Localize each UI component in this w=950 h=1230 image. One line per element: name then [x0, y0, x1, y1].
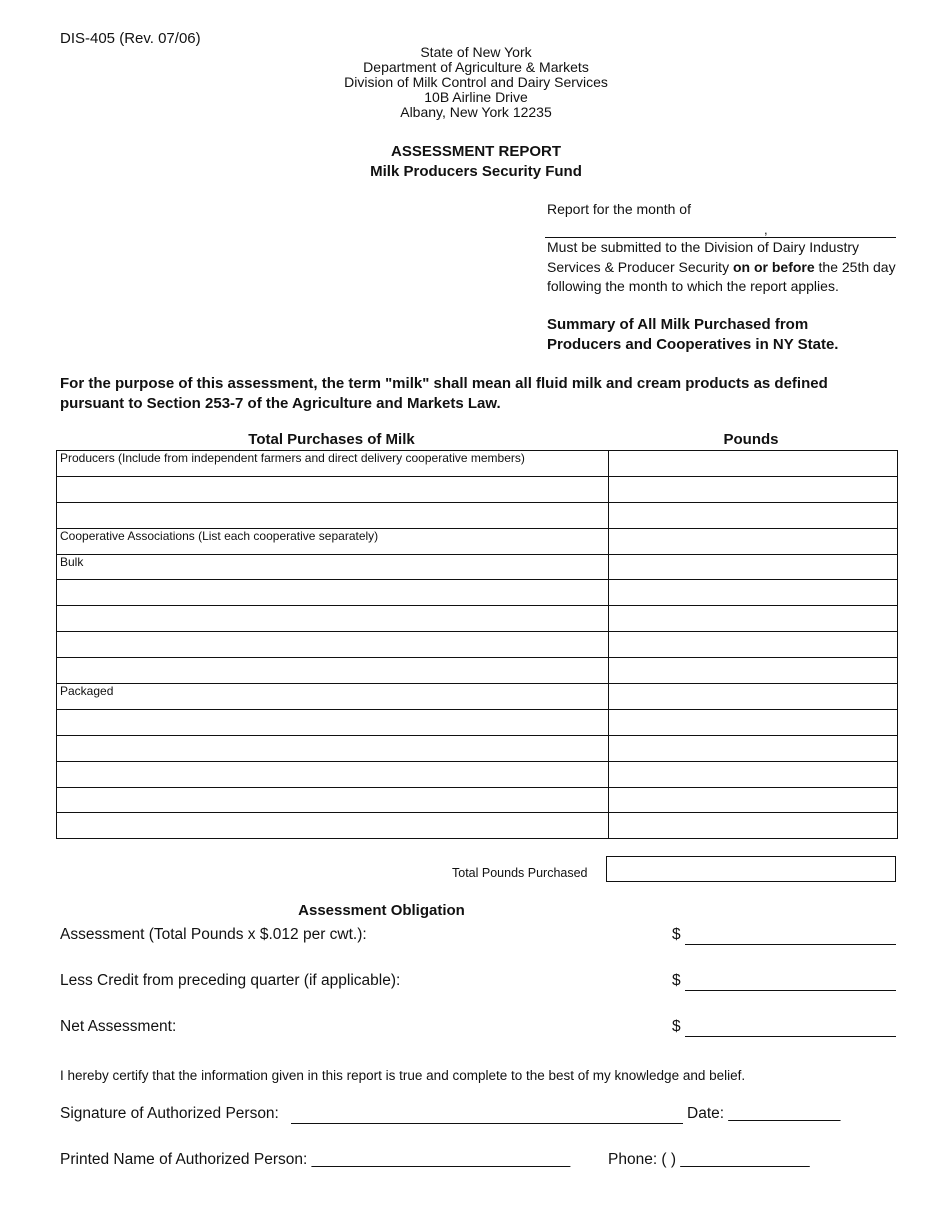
date-field[interactable]: Date: _____________ — [687, 1105, 841, 1122]
pounds-cell[interactable] — [609, 761, 898, 787]
pounds-cell[interactable] — [609, 528, 898, 554]
summary-heading — [547, 315, 838, 355]
report-title: ASSESSMENT REPORT — [390, 143, 562, 160]
purchase-description-cell[interactable] — [57, 580, 609, 606]
credit-amount-field[interactable] — [685, 990, 896, 991]
purchase-description-cell[interactable]: Packaged — [57, 684, 609, 710]
net-assessment-amount-field[interactable] — [685, 1036, 896, 1037]
purpose-line1: For the purpose of this assessment, the term "milk" shall mean all fluid milk and cream products as defined — [60, 375, 828, 392]
purchase-description-cell[interactable]: Bulk — [57, 554, 609, 580]
table-row — [57, 502, 898, 528]
pounds-cell[interactable] — [609, 606, 898, 632]
pounds-cell[interactable] — [609, 787, 898, 813]
pounds-cell[interactable] — [609, 658, 898, 684]
agency-street: 10B Airline Drive — [424, 89, 528, 105]
pounds-cell[interactable] — [609, 632, 898, 658]
credit-label: Less Credit from preceding quarter (if applicable): — [60, 972, 401, 989]
purpose-statement — [60, 374, 880, 414]
pounds-cell[interactable] — [609, 554, 898, 580]
phone-field[interactable]: Phone: ( ) _______________ — [608, 1151, 810, 1168]
report-title-block — [300, 142, 652, 182]
purchase-description-cell[interactable] — [57, 735, 609, 761]
pounds-cell[interactable] — [609, 735, 898, 761]
net-assessment-label: Net Assessment: — [60, 1018, 177, 1035]
total-pounds-field[interactable] — [606, 856, 896, 882]
table-row — [57, 451, 898, 477]
purchase-description-cell[interactable] — [57, 606, 609, 632]
assessment-label: Assessment (Total Pounds x $.012 per cwt.): — [60, 926, 367, 943]
submission-note-line1: Must be submitted to the Division of Dairy Industry — [547, 239, 860, 255]
agency-department: Department of Agriculture & Markets — [363, 59, 589, 75]
purchase-description-cell[interactable] — [57, 658, 609, 684]
assessment-amount-field[interactable] — [685, 944, 896, 945]
purchase-description-cell[interactable] — [57, 632, 609, 658]
pounds-cell[interactable] — [609, 451, 898, 477]
purchase-description-cell[interactable]: Cooperative Associations (List each cooperative separately) — [57, 528, 609, 554]
purchase-description-cell[interactable] — [57, 476, 609, 502]
submission-note — [547, 238, 907, 297]
purchase-description-cell[interactable] — [57, 813, 609, 839]
signature-field[interactable] — [291, 1123, 683, 1124]
total-pounds-label: Total Pounds Purchased — [452, 866, 588, 880]
table-row — [57, 476, 898, 502]
table-row — [57, 658, 898, 684]
table-row — [57, 632, 898, 658]
purchase-description-cell[interactable] — [57, 502, 609, 528]
submission-note-line2 — [547, 258, 907, 278]
submission-note-line2-post: the 25th day — [814, 258, 896, 275]
printed-name-field[interactable]: Printed Name of Authorized Person: ______________________________ — [60, 1151, 571, 1168]
agency-state: State of New York — [420, 44, 532, 60]
signature-label: Signature of Authorized Person: — [60, 1105, 279, 1122]
submission-note-deadline: on or before — [732, 258, 815, 275]
report-subtitle: Milk Producers Security Fund — [370, 163, 582, 180]
pounds-cell[interactable] — [609, 580, 898, 606]
column-header-purchases: Total Purchases of Milk — [248, 431, 415, 448]
purchase-description-cell[interactable]: Producers (Include from independent farmers and direct delivery cooperative members) — [57, 451, 609, 477]
summary-line2: Producers and Cooperatives in NY State. — [547, 336, 839, 353]
purchase-description-cell[interactable] — [57, 709, 609, 735]
submission-note-line3: following the month to which the report applies. — [547, 278, 839, 294]
purchases-table — [56, 450, 898, 839]
certification-statement: I hereby certify that the information given in this report is true and complete to the best of my knowledge and belief. — [60, 1068, 746, 1083]
table-row — [57, 787, 898, 813]
assessment-currency: $ — [672, 926, 681, 943]
table-row — [57, 813, 898, 839]
agency-address — [300, 45, 652, 120]
table-row — [57, 709, 898, 735]
purpose-line2: pursuant to Section 253-7 of the Agriculture and Markets Law. — [60, 395, 501, 412]
table-row — [57, 735, 898, 761]
table-row — [57, 761, 898, 787]
report-month-label: Report for the month of — [547, 201, 691, 217]
assessment-obligation-heading: Assessment Obligation — [298, 902, 465, 919]
pounds-cell[interactable] — [609, 709, 898, 735]
pounds-cell[interactable] — [609, 476, 898, 502]
table-row — [57, 554, 898, 580]
summary-line1: Summary of All Milk Purchased from — [547, 316, 809, 333]
pounds-cell[interactable] — [609, 813, 898, 839]
submission-note-line2-pre: Services & Producer Security — [547, 258, 733, 275]
column-header-pounds: Pounds — [723, 431, 779, 448]
net-assessment-currency: $ — [672, 1018, 681, 1035]
purchase-description-cell[interactable] — [57, 761, 609, 787]
purchase-description-cell[interactable] — [57, 787, 609, 813]
form-id: DIS-405 (Rev. 07/06) — [60, 30, 201, 47]
pounds-cell[interactable] — [609, 502, 898, 528]
table-row — [57, 606, 898, 632]
pounds-cell[interactable] — [609, 684, 898, 710]
agency-division: Division of Milk Control and Dairy Services — [344, 74, 608, 90]
report-month-separator: , — [764, 222, 768, 237]
agency-city: Albany, New York 12235 — [400, 104, 552, 120]
table-row — [57, 684, 898, 710]
table-row — [57, 528, 898, 554]
table-row — [57, 580, 898, 606]
credit-currency: $ — [672, 972, 681, 989]
